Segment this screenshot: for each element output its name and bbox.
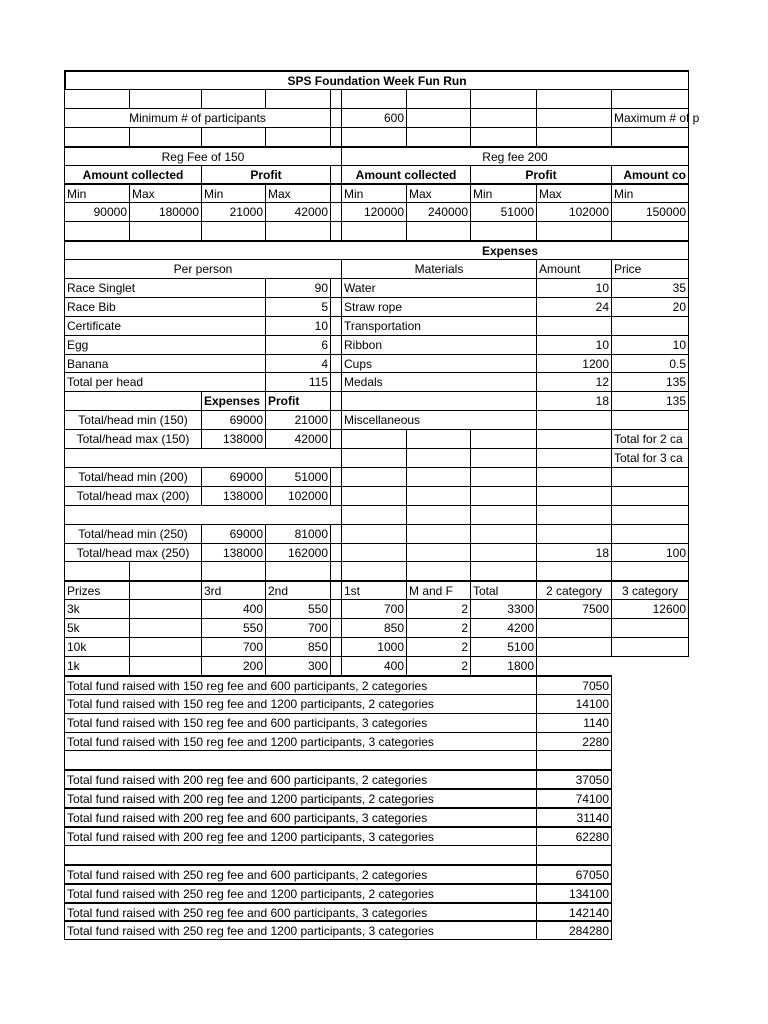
- prize-total[interactable]: 5100: [470, 637, 537, 657]
- prize-second[interactable]: 850: [265, 637, 331, 657]
- prize-col-header[interactable]: Total: [470, 580, 537, 600]
- per-person-header[interactable]: Per person: [64, 259, 342, 279]
- prize-second[interactable]: 300: [265, 656, 331, 676]
- empty-cell[interactable]: [470, 486, 537, 506]
- total-per-head-expenses[interactable]: 69000: [201, 524, 266, 544]
- empty-cell[interactable]: [611, 467, 689, 487]
- empty-cell[interactable]: [64, 505, 342, 525]
- prize-mf[interactable]: 2: [406, 599, 471, 619]
- material-price[interactable]: [611, 316, 689, 336]
- prize-col-header[interactable]: 3rd: [201, 580, 266, 600]
- total-per-head-label[interactable]: Total/head min (200): [64, 467, 202, 487]
- empty-cell[interactable]: [470, 505, 537, 525]
- prize-second[interactable]: 700: [265, 618, 331, 638]
- per-person-item-value[interactable]: 6: [265, 335, 331, 355]
- material-price[interactable]: 10: [611, 335, 689, 355]
- total-per-head-expenses[interactable]: 138000: [201, 543, 266, 562]
- empty-cell[interactable]: [470, 89, 537, 109]
- empty-cell[interactable]: [341, 127, 407, 147]
- empty-cell[interactable]: [64, 127, 130, 147]
- fund-raised-label[interactable]: Total fund raised with 250 reg fee and 1200 participants, 2 categories: [64, 883, 537, 903]
- prize-row-label[interactable]: 5k: [64, 618, 130, 638]
- min-label[interactable]: Min: [64, 183, 130, 203]
- amount-header[interactable]: Amount: [536, 259, 612, 279]
- profit-150[interactable]: Profit: [201, 165, 331, 184]
- empty-cell[interactable]: [611, 410, 689, 430]
- empty-cell[interactable]: [611, 486, 689, 506]
- last-material-amount[interactable]: 18: [536, 543, 612, 562]
- empty-cell[interactable]: [470, 543, 537, 562]
- empty-cell[interactable]: [611, 505, 689, 525]
- per-person-item-label[interactable]: Egg: [64, 335, 266, 355]
- prize-third[interactable]: 550: [201, 618, 266, 638]
- empty-cell[interactable]: [470, 108, 537, 128]
- fund-raised-value[interactable]: 2280: [536, 732, 612, 751]
- fund-raised-value[interactable]: 1140: [536, 713, 612, 733]
- material-price[interactable]: 135: [611, 372, 689, 392]
- empty-cell[interactable]: [129, 221, 202, 241]
- empty-cell[interactable]: [341, 429, 407, 449]
- empty-cell[interactable]: [536, 524, 612, 544]
- total-2-categories-label[interactable]: Total for 2 ca: [611, 429, 689, 449]
- total-per-head-expenses[interactable]: 69000: [201, 410, 266, 430]
- prize-2-category[interactable]: [536, 637, 612, 657]
- max-label[interactable]: Max: [536, 183, 612, 203]
- empty-cell[interactable]: [406, 448, 471, 468]
- material-amount[interactable]: 12: [536, 372, 612, 392]
- prize-3-category[interactable]: [611, 637, 689, 657]
- empty-cell[interactable]: [265, 127, 331, 147]
- fund-raised-label[interactable]: Total fund raised with 200 reg fee and 1200 participants, 2 categories: [64, 788, 537, 808]
- miscellaneous-label[interactable]: Miscellaneous: [341, 410, 537, 430]
- empty-cell[interactable]: [470, 127, 537, 147]
- empty-cell[interactable]: [406, 561, 471, 581]
- fund-raised-value[interactable]: 67050: [536, 864, 612, 884]
- fund-raised-value[interactable]: 7050: [536, 675, 612, 695]
- material-label[interactable]: Transportation: [341, 316, 537, 336]
- reg-fee-200-header[interactable]: Reg fee 200: [341, 146, 689, 166]
- fund-raised-label[interactable]: Total fund raised with 150 reg fee and 1200 participants, 2 categories: [64, 694, 537, 714]
- total-per-head-expenses[interactable]: 138000: [201, 486, 266, 506]
- empty-cell[interactable]: [64, 89, 130, 109]
- min-label[interactable]: Min: [201, 183, 266, 203]
- material-amount[interactable]: [536, 316, 612, 336]
- material-amount[interactable]: 1200: [536, 354, 612, 373]
- empty-cell[interactable]: [536, 429, 612, 449]
- material-price[interactable]: 20: [611, 297, 689, 317]
- empty-cell[interactable]: [129, 127, 202, 147]
- prize-first[interactable]: 850: [341, 618, 407, 638]
- empty-cell[interactable]: [536, 221, 612, 241]
- empty-cell[interactable]: [341, 467, 407, 487]
- per-person-item-label[interactable]: Certificate: [64, 316, 266, 336]
- prize-col-header[interactable]: 2 category: [536, 580, 612, 600]
- empty-cell[interactable]: [265, 89, 331, 109]
- per-person-item-label[interactable]: Banana: [64, 354, 266, 373]
- prize-col-header[interactable]: 2nd: [265, 580, 331, 600]
- prize-col-header[interactable]: M and F: [406, 580, 471, 600]
- empty-cell[interactable]: [341, 505, 407, 525]
- total-per-head-profit[interactable]: 51000: [265, 467, 331, 487]
- profit-200[interactable]: Profit: [470, 165, 612, 184]
- material-label[interactable]: Cups: [341, 354, 537, 373]
- empty-cell[interactable]: [201, 89, 266, 109]
- total-per-head-profit[interactable]: 21000: [265, 410, 331, 430]
- material-label[interactable]: Ribbon: [341, 335, 537, 355]
- amount-collected-150[interactable]: Amount collected: [64, 165, 202, 184]
- material-amount[interactable]: 10: [536, 335, 612, 355]
- price-header[interactable]: Price: [611, 259, 689, 279]
- total-3-categories-label[interactable]: Total for 3 ca: [611, 448, 689, 468]
- material-label[interactable]: Straw rope: [341, 297, 537, 317]
- empty-cell[interactable]: [611, 561, 689, 581]
- material-amount[interactable]: 24: [536, 297, 612, 317]
- per-person-item-label[interactable]: Total per head: [64, 372, 266, 392]
- max-label[interactable]: Max: [406, 183, 471, 203]
- expenses-header[interactable]: Expenses: [64, 240, 689, 260]
- empty-cell[interactable]: [129, 89, 202, 109]
- total-per-head-expenses[interactable]: 138000: [201, 429, 266, 449]
- empty-cell[interactable]: [129, 561, 202, 581]
- empty-cell[interactable]: [201, 221, 266, 241]
- fund-raised-value[interactable]: 31140: [536, 807, 612, 827]
- prize-third[interactable]: 200: [201, 656, 266, 676]
- profit-col-label[interactable]: Profit: [265, 391, 331, 411]
- prize-2-category[interactable]: [536, 618, 612, 638]
- per-person-item-label[interactable]: Race Singlet: [64, 278, 266, 298]
- empty-cell[interactable]: [201, 561, 266, 581]
- prize-first[interactable]: 400: [341, 656, 407, 676]
- max-participants-label[interactable]: Maximum # of p: [611, 108, 689, 128]
- fund-raised-value[interactable]: 62280: [536, 826, 612, 846]
- empty-cell[interactable]: [536, 845, 612, 865]
- fund-raised-value[interactable]: 74100: [536, 788, 612, 808]
- empty-cell[interactable]: [536, 486, 612, 506]
- prize-mf[interactable]: 2: [406, 637, 471, 657]
- fund-raised-label[interactable]: Total fund raised with 200 reg fee and 1200 participants, 3 categories: [64, 826, 537, 846]
- empty-cell[interactable]: [341, 89, 407, 109]
- empty-cell[interactable]: [341, 561, 407, 581]
- max-label[interactable]: Max: [265, 183, 331, 203]
- empty-cell[interactable]: [470, 429, 537, 449]
- per-person-item-value[interactable]: 115: [265, 372, 331, 392]
- total-per-head-profit[interactable]: 42000: [265, 429, 331, 449]
- prize-first[interactable]: 1000: [341, 637, 407, 657]
- prize-row-label[interactable]: 1k: [64, 656, 130, 676]
- min-participants-label[interactable]: Minimum # of participants: [64, 108, 331, 128]
- max-label[interactable]: Max: [129, 183, 202, 203]
- prize-mf[interactable]: 2: [406, 656, 471, 676]
- empty-cell[interactable]: [265, 221, 331, 241]
- empty-cell[interactable]: [341, 543, 407, 562]
- amount-min-200[interactable]: 120000: [341, 202, 407, 222]
- fund-raised-value[interactable]: 142140: [536, 902, 612, 921]
- empty-cell[interactable]: [129, 656, 202, 676]
- empty-cell[interactable]: [406, 467, 471, 487]
- empty-cell[interactable]: [611, 221, 689, 241]
- min-label[interactable]: Min: [611, 183, 689, 203]
- empty-cell[interactable]: [536, 448, 612, 468]
- total-per-head-label[interactable]: Total/head max (150): [64, 429, 202, 449]
- empty-cell[interactable]: [406, 108, 471, 128]
- per-person-item-value[interactable]: 90: [265, 278, 331, 298]
- material-price[interactable]: 0.5: [611, 354, 689, 373]
- empty-cell[interactable]: [406, 429, 471, 449]
- fund-raised-label[interactable]: Total fund raised with 250 reg fee and 1200 participants, 3 categories: [64, 920, 537, 940]
- empty-cell[interactable]: [406, 89, 471, 109]
- prize-total[interactable]: 3300: [470, 599, 537, 619]
- empty-cell[interactable]: [64, 750, 537, 770]
- empty-cell[interactable]: [536, 410, 612, 430]
- empty-cell[interactable]: [611, 89, 689, 109]
- empty-cell[interactable]: [406, 486, 471, 506]
- material-label[interactable]: Medals: [341, 372, 537, 392]
- fund-raised-value[interactable]: 284280: [536, 920, 612, 940]
- empty-cell[interactable]: [470, 467, 537, 487]
- expenses-col-label[interactable]: Expenses: [201, 391, 266, 411]
- empty-cell[interactable]: [265, 561, 331, 581]
- prize-col-header[interactable]: 3 category: [611, 580, 689, 600]
- empty-cell[interactable]: [611, 127, 689, 147]
- total-per-head-expenses[interactable]: 69000: [201, 467, 266, 487]
- empty-cell[interactable]: [129, 580, 202, 600]
- total-per-head-profit[interactable]: 81000: [265, 524, 331, 544]
- fund-raised-label[interactable]: Total fund raised with 250 reg fee and 600 participants, 2 categories: [64, 864, 537, 884]
- empty-cell[interactable]: [470, 448, 537, 468]
- per-person-item-label[interactable]: Race Bib: [64, 297, 266, 317]
- total-per-head-label[interactable]: Total/head max (200): [64, 486, 202, 506]
- amount-collected-250[interactable]: Amount co: [611, 165, 689, 184]
- amount-collected-200[interactable]: Amount collected: [341, 165, 471, 184]
- fund-raised-label[interactable]: Total fund raised with 250 reg fee and 600 participants, 3 categories: [64, 902, 537, 921]
- fund-raised-value[interactable]: 37050: [536, 769, 612, 789]
- per-person-item-value[interactable]: 5: [265, 297, 331, 317]
- empty-cell[interactable]: [406, 127, 471, 147]
- empty-cell[interactable]: [536, 467, 612, 487]
- prize-2-category[interactable]: 7500: [536, 599, 612, 619]
- fund-raised-value[interactable]: 134100: [536, 883, 612, 903]
- fund-raised-label[interactable]: Total fund raised with 200 reg fee and 600 participants, 3 categories: [64, 807, 537, 827]
- min-label[interactable]: Min: [470, 183, 537, 203]
- amount-max-150[interactable]: 180000: [129, 202, 202, 222]
- empty-cell[interactable]: [64, 391, 202, 411]
- empty-cell[interactable]: [341, 524, 407, 544]
- empty-cell[interactable]: [406, 543, 471, 562]
- prize-third[interactable]: 700: [201, 637, 266, 657]
- empty-cell[interactable]: [536, 750, 612, 770]
- total-per-head-profit[interactable]: 162000: [265, 543, 331, 562]
- amount-min-150[interactable]: 90000: [64, 202, 130, 222]
- prize-third[interactable]: 400: [201, 599, 266, 619]
- empty-cell[interactable]: [470, 524, 537, 544]
- fund-raised-label[interactable]: Total fund raised with 150 reg fee and 600 participants, 2 categories: [64, 675, 537, 695]
- material-price[interactable]: 135: [611, 391, 689, 411]
- empty-cell[interactable]: [129, 599, 202, 619]
- sheet-title[interactable]: SPS Foundation Week Fun Run: [64, 70, 689, 90]
- empty-cell[interactable]: [341, 448, 407, 468]
- empty-cell[interactable]: [406, 524, 471, 544]
- material-label[interactable]: Water: [341, 278, 537, 298]
- empty-cell[interactable]: [611, 524, 689, 544]
- empty-cell[interactable]: [64, 845, 537, 865]
- material-amount[interactable]: 10: [536, 278, 612, 298]
- fund-raised-value[interactable]: 14100: [536, 694, 612, 714]
- empty-cell[interactable]: [470, 561, 537, 581]
- empty-cell[interactable]: [341, 221, 407, 241]
- prize-3-category[interactable]: [611, 618, 689, 638]
- empty-cell[interactable]: [129, 618, 202, 638]
- profit-min-200[interactable]: 51000: [470, 202, 537, 222]
- total-per-head-profit[interactable]: 102000: [265, 486, 331, 506]
- reg-fee-150-header[interactable]: Reg Fee of 150: [64, 146, 342, 166]
- total-per-head-label[interactable]: Total/head max (250): [64, 543, 202, 562]
- prize-second[interactable]: 550: [265, 599, 331, 619]
- materials-header[interactable]: Materials: [341, 259, 537, 279]
- amount-min-250[interactable]: 150000: [611, 202, 689, 222]
- prize-first[interactable]: 700: [341, 599, 407, 619]
- empty-cell[interactable]: [406, 505, 471, 525]
- material-amount[interactable]: 18: [536, 391, 612, 411]
- prize-total[interactable]: 4200: [470, 618, 537, 638]
- fund-raised-label[interactable]: Total fund raised with 150 reg fee and 1200 participants, 3 categories: [64, 732, 537, 751]
- empty-cell[interactable]: [64, 221, 130, 241]
- empty-cell[interactable]: [536, 108, 612, 128]
- min-label[interactable]: Min: [341, 183, 407, 203]
- profit-max-150[interactable]: 42000: [265, 202, 331, 222]
- prize-col-header[interactable]: 1st: [341, 580, 407, 600]
- material-price[interactable]: 35: [611, 278, 689, 298]
- prize-row-label[interactable]: 3k: [64, 599, 130, 619]
- empty-cell[interactable]: [129, 637, 202, 657]
- empty-cell[interactable]: [341, 486, 407, 506]
- fund-raised-label[interactable]: Total fund raised with 150 reg fee and 600 participants, 3 categories: [64, 713, 537, 733]
- amount-max-200[interactable]: 240000: [406, 202, 471, 222]
- empty-cell[interactable]: [470, 221, 537, 241]
- total-per-head-label[interactable]: Total/head min (250): [64, 524, 202, 544]
- fund-raised-label[interactable]: Total fund raised with 200 reg fee and 600 participants, 2 categories: [64, 769, 537, 789]
- min-participants-value[interactable]: 600: [341, 108, 407, 128]
- profit-min-150[interactable]: 21000: [201, 202, 266, 222]
- prize-total[interactable]: 1800: [470, 656, 537, 676]
- prize-3-category[interactable]: 12600: [611, 599, 689, 619]
- empty-cell[interactable]: [201, 127, 266, 147]
- material-label[interactable]: [341, 391, 537, 411]
- prize-mf[interactable]: 2: [406, 618, 471, 638]
- empty-cell[interactable]: [536, 89, 612, 109]
- per-person-item-value[interactable]: 10: [265, 316, 331, 336]
- per-person-item-value[interactable]: 4: [265, 354, 331, 373]
- last-material-price[interactable]: 100: [611, 543, 689, 562]
- prizes-header[interactable]: Prizes: [64, 580, 130, 600]
- empty-cell[interactable]: [536, 561, 612, 581]
- empty-cell[interactable]: [64, 561, 130, 581]
- prize-row-label[interactable]: 10k: [64, 637, 130, 657]
- empty-cell[interactable]: [536, 127, 612, 147]
- empty-cell[interactable]: [64, 448, 342, 468]
- total-per-head-label[interactable]: Total/head min (150): [64, 410, 202, 430]
- profit-max-200[interactable]: 102000: [536, 202, 612, 222]
- empty-cell[interactable]: [406, 221, 471, 241]
- empty-cell[interactable]: [536, 505, 612, 525]
